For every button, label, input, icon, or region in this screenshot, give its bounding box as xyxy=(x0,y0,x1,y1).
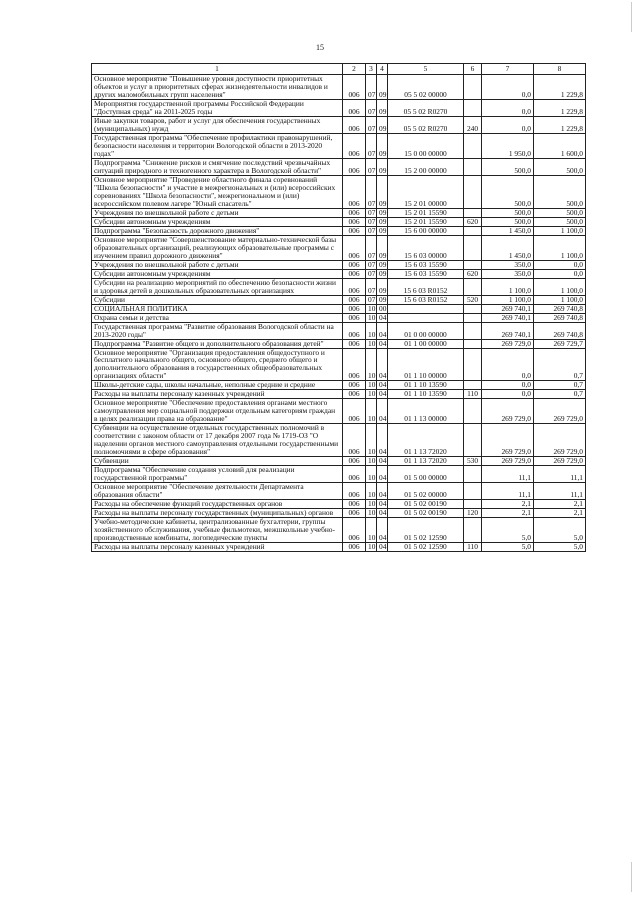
amount-col-7: 1 950,0 xyxy=(482,133,534,158)
scan-edge-mark-bottom xyxy=(631,862,632,892)
subsection-code: 04 xyxy=(377,518,388,543)
table-row xyxy=(92,543,586,552)
target-article-code xyxy=(388,304,464,313)
expense-type-code xyxy=(464,235,482,260)
amount-col-7: 0,0 xyxy=(482,116,534,133)
grbs-code: 006 xyxy=(343,399,366,424)
expense-type-code xyxy=(464,75,482,100)
grbs-code: 006 xyxy=(343,304,366,313)
section-code: 10 xyxy=(366,500,377,509)
target-article-code: 15 2 01 00000 xyxy=(388,175,464,208)
table-row xyxy=(92,313,586,322)
amount-col-8: 11,1 xyxy=(534,483,586,500)
amount-col-7: 11,1 xyxy=(482,483,534,500)
subsection-code: 04 xyxy=(377,457,388,466)
subsection-code: 09 xyxy=(377,278,388,295)
amount-col-7: 500,0 xyxy=(482,217,534,226)
section-code: 10 xyxy=(366,348,377,381)
grbs-code: 006 xyxy=(343,99,366,116)
table-row xyxy=(92,457,586,466)
section-code: 10 xyxy=(366,339,377,348)
grbs-code: 006 xyxy=(343,226,366,235)
item-name: Охрана семьи и детства xyxy=(92,313,343,322)
item-name: Учреждения по внешкольной работе с детьми xyxy=(92,208,343,217)
amount-col-7: 269 740,1 xyxy=(482,304,534,313)
table-row xyxy=(92,295,586,304)
table-row xyxy=(92,483,586,500)
table-row xyxy=(92,339,586,348)
subsection-code: 04 xyxy=(377,313,388,322)
section-code: 07 xyxy=(366,208,377,217)
target-article-code: 15 6 00 00000 xyxy=(388,226,464,235)
subsection-code: 09 xyxy=(377,217,388,226)
grbs-code: 006 xyxy=(343,75,366,100)
amount-col-7: 0,0 xyxy=(482,381,534,390)
expense-type-code xyxy=(464,158,482,175)
item-name: Расходы на выплаты персоналу казенных учреждений xyxy=(92,543,343,552)
grbs-code: 006 xyxy=(343,217,366,226)
section-code: 07 xyxy=(366,278,377,295)
subsection-code: 09 xyxy=(377,226,388,235)
item-name: Субсидии на реализацию мероприятий по обеспечению безопасности жизни и здоровья детей в дошкольных образовательных организациях xyxy=(92,278,343,295)
item-name: Субсидии автономным учреждениям xyxy=(92,269,343,278)
section-code: 07 xyxy=(366,226,377,235)
table-row xyxy=(92,500,586,509)
expense-type-code xyxy=(464,518,482,543)
section-code: 07 xyxy=(366,235,377,260)
table-row xyxy=(92,99,586,116)
amount-col-7: 2,1 xyxy=(482,509,534,518)
target-article-code: 01 5 02 12590 xyxy=(388,543,464,552)
budget-table xyxy=(91,63,586,552)
amount-col-7: 5,0 xyxy=(482,543,534,552)
amount-col-8: 0,0 xyxy=(534,269,586,278)
target-article-code: 01 1 13 72020 xyxy=(388,457,464,466)
target-article-code: 15 6 03 R0152 xyxy=(388,278,464,295)
subsection-code: 09 xyxy=(377,99,388,116)
amount-col-7: 1 100,0 xyxy=(482,295,534,304)
subsection-code: 04 xyxy=(377,466,388,483)
subsection-code: 04 xyxy=(377,322,388,339)
table-row xyxy=(92,133,586,158)
subsection-code: 04 xyxy=(377,339,388,348)
header-cell: 4 xyxy=(377,64,388,75)
item-name: Государственная программа "Обеспечение профилактики правонарушений, безопасности населения и территории Вологодской области в 2013-2020 годах" xyxy=(92,133,343,158)
table-row xyxy=(92,518,586,543)
amount-col-8: 5,0 xyxy=(534,518,586,543)
expense-type-code xyxy=(464,208,482,217)
expense-type-code: 120 xyxy=(464,509,482,518)
table-row xyxy=(92,322,586,339)
item-name: Основное мероприятие "Совершенствование материально-технической базы образовательных организаций, реализующих образовательные программы с изучением правил дорожного движения" xyxy=(92,235,343,260)
section-code: 10 xyxy=(366,381,377,390)
section-code: 07 xyxy=(366,260,377,269)
target-article-code: 15 2 01 15590 xyxy=(388,208,464,217)
expense-type-code xyxy=(464,278,482,295)
section-code: 07 xyxy=(366,217,377,226)
target-article-code: 01 1 10 13590 xyxy=(388,390,464,399)
scan-edge-mark xyxy=(631,2,632,32)
table-row xyxy=(92,75,586,100)
header-cell: 1 xyxy=(92,64,343,75)
header-row xyxy=(92,64,586,75)
table-row xyxy=(92,399,586,424)
amount-col-8: 0,7 xyxy=(534,381,586,390)
item-name: Основное мероприятие "Организация предоставления общедоступного и бесплатного начального общего, основного общего, среднего общего и дополнительного образования в государственных общеобразовательных организациях области" xyxy=(92,348,343,381)
grbs-code: 006 xyxy=(343,133,366,158)
table-row xyxy=(92,278,586,295)
amount-col-7: 500,0 xyxy=(482,158,534,175)
item-name: Учреждения по внешкольной работе с детьми xyxy=(92,260,343,269)
target-article-code: 01 1 00 00000 xyxy=(388,339,464,348)
expense-type-code: 530 xyxy=(464,457,482,466)
subsection-code: 09 xyxy=(377,269,388,278)
item-name: Расходы на выплаты персоналу государственных (муниципальных) органов xyxy=(92,509,343,518)
expense-type-code xyxy=(464,399,482,424)
expense-type-code xyxy=(464,226,482,235)
amount-col-8: 500,0 xyxy=(534,208,586,217)
expense-type-code: 240 xyxy=(464,116,482,133)
amount-col-8: 2,1 xyxy=(534,500,586,509)
grbs-code: 006 xyxy=(343,313,366,322)
target-article-code: 15 6 03 00000 xyxy=(388,235,464,260)
amount-col-8: 269 729,7 xyxy=(534,339,586,348)
section-code: 07 xyxy=(366,75,377,100)
subsection-code: 09 xyxy=(377,175,388,208)
table-row xyxy=(92,304,586,313)
section-code: 10 xyxy=(366,483,377,500)
item-name: Субвенции на осуществление отдельных государственных полномочий в соответствии с законом области от 17 декабря 2007 года № 1719-ОЗ "О наделении органов местного самоуправления отдельными государственными полномочиями в сфере образования" xyxy=(92,424,343,457)
grbs-code: 006 xyxy=(343,424,366,457)
target-article-code: 01 0 00 00000 xyxy=(388,322,464,339)
grbs-code: 006 xyxy=(343,269,366,278)
section-code: 10 xyxy=(366,322,377,339)
item-name: Расходы на выплаты персоналу казенных учреждений xyxy=(92,390,343,399)
grbs-code: 006 xyxy=(343,390,366,399)
amount-col-8: 1 229,8 xyxy=(534,75,586,100)
item-name: Подпрограмма "Безопасность дорожного движения" xyxy=(92,226,343,235)
subsection-code: 09 xyxy=(377,235,388,260)
amount-col-7: 11,1 xyxy=(482,466,534,483)
amount-col-8: 269 729,0 xyxy=(534,399,586,424)
target-article-code: 05 5 02 00000 xyxy=(388,75,464,100)
amount-col-8: 1 100,0 xyxy=(534,235,586,260)
target-article-code: 01 1 10 00000 xyxy=(388,348,464,381)
target-article-code: 01 5 02 00190 xyxy=(388,509,464,518)
target-article-code: 15 6 03 15590 xyxy=(388,260,464,269)
amount-col-7: 269 729,0 xyxy=(482,457,534,466)
grbs-code: 006 xyxy=(343,158,366,175)
subsection-code: 04 xyxy=(377,424,388,457)
header-cell: 7 xyxy=(482,64,534,75)
section-code: 07 xyxy=(366,158,377,175)
expense-type-code xyxy=(464,381,482,390)
grbs-code: 006 xyxy=(343,116,366,133)
table-body xyxy=(92,75,586,552)
amount-col-7: 0,0 xyxy=(482,75,534,100)
subsection-code: 09 xyxy=(377,295,388,304)
item-name: Основное мероприятие "Обеспечение деятельности Департамента образования области" xyxy=(92,483,343,500)
section-code: 10 xyxy=(366,466,377,483)
amount-col-8: 5,0 xyxy=(534,543,586,552)
grbs-code: 006 xyxy=(343,339,366,348)
item-name: Расходы на обеспечение функций государственных органов xyxy=(92,500,343,509)
table-row xyxy=(92,269,586,278)
table-row xyxy=(92,424,586,457)
item-name: Субвенции xyxy=(92,457,343,466)
table-row xyxy=(92,217,586,226)
subsection-code: 04 xyxy=(377,390,388,399)
item-name: Мероприятия государственной программы Российской Федерации "Доступная среда" на 2011-2025 годы xyxy=(92,99,343,116)
subsection-code: 04 xyxy=(377,543,388,552)
grbs-code: 006 xyxy=(343,278,366,295)
target-article-code: 15 0 00 00000 xyxy=(388,133,464,158)
section-code: 07 xyxy=(366,175,377,208)
subsection-code: 04 xyxy=(377,509,388,518)
expense-type-code xyxy=(464,500,482,509)
item-name: Подпрограмма "Обеспечение создания условий для реализации государственной программы" xyxy=(92,466,343,483)
table-row xyxy=(92,509,586,518)
expense-type-code: 620 xyxy=(464,217,482,226)
amount-col-7: 5,0 xyxy=(482,518,534,543)
subsection-code: 09 xyxy=(377,133,388,158)
target-article-code: 01 5 02 00000 xyxy=(388,483,464,500)
amount-col-7: 1 450,0 xyxy=(482,235,534,260)
expense-type-code xyxy=(464,348,482,381)
target-article-code: 01 5 02 12590 xyxy=(388,518,464,543)
grbs-code: 006 xyxy=(343,348,366,381)
amount-col-8: 1 600,0 xyxy=(534,133,586,158)
expense-type-code xyxy=(464,313,482,322)
subsection-code: 00 xyxy=(377,304,388,313)
subsection-code: 09 xyxy=(377,208,388,217)
amount-col-7: 0,0 xyxy=(482,99,534,116)
table-row xyxy=(92,390,586,399)
grbs-code: 006 xyxy=(343,500,366,509)
subsection-code: 04 xyxy=(377,500,388,509)
amount-col-8: 500,0 xyxy=(534,175,586,208)
section-code: 10 xyxy=(366,457,377,466)
grbs-code: 006 xyxy=(343,295,366,304)
expense-type-code xyxy=(464,99,482,116)
amount-col-8: 0,7 xyxy=(534,348,586,381)
section-code: 10 xyxy=(366,424,377,457)
amount-col-8: 269 729,0 xyxy=(534,424,586,457)
header-cell: 2 xyxy=(343,64,366,75)
expense-type-code xyxy=(464,483,482,500)
amount-col-8: 1 100,0 xyxy=(534,226,586,235)
amount-col-8: 2,1 xyxy=(534,509,586,518)
table-row xyxy=(92,208,586,217)
subsection-code: 04 xyxy=(377,399,388,424)
amount-col-8: 1 229,8 xyxy=(534,99,586,116)
amount-col-8: 1 229,8 xyxy=(534,116,586,133)
subsection-code: 09 xyxy=(377,260,388,269)
item-name: Подпрограмма "Снижение рисков и смягчение последствий чрезвычайных ситуаций природного и техногенного характера в Вологодской области" xyxy=(92,158,343,175)
target-article-code: 05 5 02 R0270 xyxy=(388,99,464,116)
subsection-code: 04 xyxy=(377,381,388,390)
target-article-code: 01 1 13 00000 xyxy=(388,399,464,424)
amount-col-7: 0,0 xyxy=(482,348,534,381)
subsection-code: 09 xyxy=(377,158,388,175)
subsection-code: 04 xyxy=(377,348,388,381)
amount-col-7: 0,0 xyxy=(482,390,534,399)
target-article-code xyxy=(388,313,464,322)
section-code: 10 xyxy=(366,390,377,399)
grbs-code: 006 xyxy=(343,235,366,260)
target-article-code: 05 5 02 R0270 xyxy=(388,116,464,133)
amount-col-8: 500,0 xyxy=(534,217,586,226)
item-name: СОЦИАЛЬНАЯ ПОЛИТИКА xyxy=(92,304,343,313)
item-name: Школы-детские сады, школы начальные, неполные средние и средние xyxy=(92,381,343,390)
table-row xyxy=(92,348,586,381)
table-row xyxy=(92,175,586,208)
section-code: 07 xyxy=(366,116,377,133)
expense-type-code: 110 xyxy=(464,390,482,399)
section-code: 10 xyxy=(366,543,377,552)
amount-col-8: 269 740,8 xyxy=(534,304,586,313)
item-name: Субсидии автономным учреждениям xyxy=(92,217,343,226)
target-article-code: 15 2 01 15590 xyxy=(388,217,464,226)
table-row xyxy=(92,466,586,483)
amount-col-8: 0,7 xyxy=(534,390,586,399)
item-name: Иные закупки товаров, работ и услуг для обеспечения государственных (муниципальных) нужд xyxy=(92,116,343,133)
expense-type-code: 110 xyxy=(464,543,482,552)
section-code: 10 xyxy=(366,304,377,313)
header-cell: 8 xyxy=(534,64,586,75)
amount-col-8: 1 100,0 xyxy=(534,295,586,304)
amount-col-7: 350,0 xyxy=(482,269,534,278)
target-article-code: 01 1 10 13590 xyxy=(388,381,464,390)
item-name: Субсидии xyxy=(92,295,343,304)
expense-type-code xyxy=(464,133,482,158)
section-code: 07 xyxy=(366,99,377,116)
item-name: Подпрограмма "Развитие общего и дополнительного образования детей" xyxy=(92,339,343,348)
item-name: Основное мероприятие "Проведение областного финала соревнований "Школа безопасности" и участие в межрегиональных и (или) всероссийских соревнованиях "Школа безопасности", межрегиональном и (или) всероссийском полевом лагере "Юный спасатель" xyxy=(92,175,343,208)
amount-col-7: 1 100,0 xyxy=(482,278,534,295)
expense-type-code xyxy=(464,339,482,348)
expense-type-code: 520 xyxy=(464,295,482,304)
amount-col-8: 0,0 xyxy=(534,260,586,269)
section-code: 10 xyxy=(366,399,377,424)
amount-col-8: 269 740,8 xyxy=(534,322,586,339)
target-article-code: 15 6 03 15590 xyxy=(388,269,464,278)
table-row xyxy=(92,226,586,235)
target-article-code: 01 1 13 72020 xyxy=(388,424,464,457)
grbs-code: 006 xyxy=(343,175,366,208)
amount-col-7: 269 740,1 xyxy=(482,322,534,339)
amount-col-7: 269 729,0 xyxy=(482,399,534,424)
expense-type-code xyxy=(464,260,482,269)
expense-type-code xyxy=(464,175,482,208)
amount-col-8: 269 729,0 xyxy=(534,457,586,466)
section-code: 10 xyxy=(366,518,377,543)
grbs-code: 006 xyxy=(343,509,366,518)
item-name: Государственная программа "Развитие образования Вологодской области на 2013-2020 годы" xyxy=(92,322,343,339)
table-row xyxy=(92,381,586,390)
grbs-code: 006 xyxy=(343,483,366,500)
expense-type-code xyxy=(464,304,482,313)
header-cell: 6 xyxy=(464,64,482,75)
grbs-code: 006 xyxy=(343,260,366,269)
amount-col-8: 500,0 xyxy=(534,158,586,175)
amount-col-7: 269 729,0 xyxy=(482,339,534,348)
table-row xyxy=(92,116,586,133)
grbs-code: 006 xyxy=(343,208,366,217)
subsection-code: 09 xyxy=(377,75,388,100)
section-code: 10 xyxy=(366,509,377,518)
grbs-code: 006 xyxy=(343,466,366,483)
target-article-code: 01 5 02 00190 xyxy=(388,500,464,509)
target-article-code: 01 5 00 00000 xyxy=(388,466,464,483)
target-article-code: 15 6 03 R0152 xyxy=(388,295,464,304)
section-code: 07 xyxy=(366,295,377,304)
header-cell: 3 xyxy=(366,64,377,75)
section-code: 07 xyxy=(366,133,377,158)
subsection-code: 04 xyxy=(377,483,388,500)
amount-col-7: 500,0 xyxy=(482,175,534,208)
grbs-code: 006 xyxy=(343,518,366,543)
item-name: Основное мероприятие "Повышение уровня доступности приоритетных объектов и услуг в приоритетных сферах жизнедеятельности инвалидов и других маломобильных групп населения" xyxy=(92,75,343,100)
amount-col-8: 1 100,0 xyxy=(534,278,586,295)
amount-col-7: 269 729,0 xyxy=(482,424,534,457)
table-row xyxy=(92,260,586,269)
item-name: Учебно-методические кабинеты, централизованные бухгалтерии, группы хозяйственного обслуживания, учебные фильмотеки, межшкольные учебно-производственные комбинаты, логопедические пункты xyxy=(92,518,343,543)
amount-col-8: 11,1 xyxy=(534,466,586,483)
target-article-code: 15 2 00 00000 xyxy=(388,158,464,175)
page-number: 15 xyxy=(316,43,324,52)
section-code: 07 xyxy=(366,269,377,278)
amount-col-7: 500,0 xyxy=(482,208,534,217)
amount-col-7: 2,1 xyxy=(482,500,534,509)
amount-col-7: 1 450,0 xyxy=(482,226,534,235)
grbs-code: 006 xyxy=(343,322,366,339)
expense-type-code: 620 xyxy=(464,269,482,278)
item-name: Основное мероприятие "Обеспечение предоставления органами местного самоуправления мер социальной поддержки отдельным категориям граждан в целях реализации права на образование" xyxy=(92,399,343,424)
amount-col-7: 350,0 xyxy=(482,260,534,269)
grbs-code: 006 xyxy=(343,543,366,552)
expense-type-code xyxy=(464,466,482,483)
amount-col-7: 269 740,1 xyxy=(482,313,534,322)
table-row xyxy=(92,235,586,260)
expense-type-code xyxy=(464,424,482,457)
expense-type-code xyxy=(464,322,482,339)
section-code: 10 xyxy=(366,313,377,322)
amount-col-8: 269 740,8 xyxy=(534,313,586,322)
grbs-code: 006 xyxy=(343,381,366,390)
table-row xyxy=(92,158,586,175)
grbs-code: 006 xyxy=(343,457,366,466)
subsection-code: 09 xyxy=(377,116,388,133)
header-cell: 5 xyxy=(388,64,464,75)
